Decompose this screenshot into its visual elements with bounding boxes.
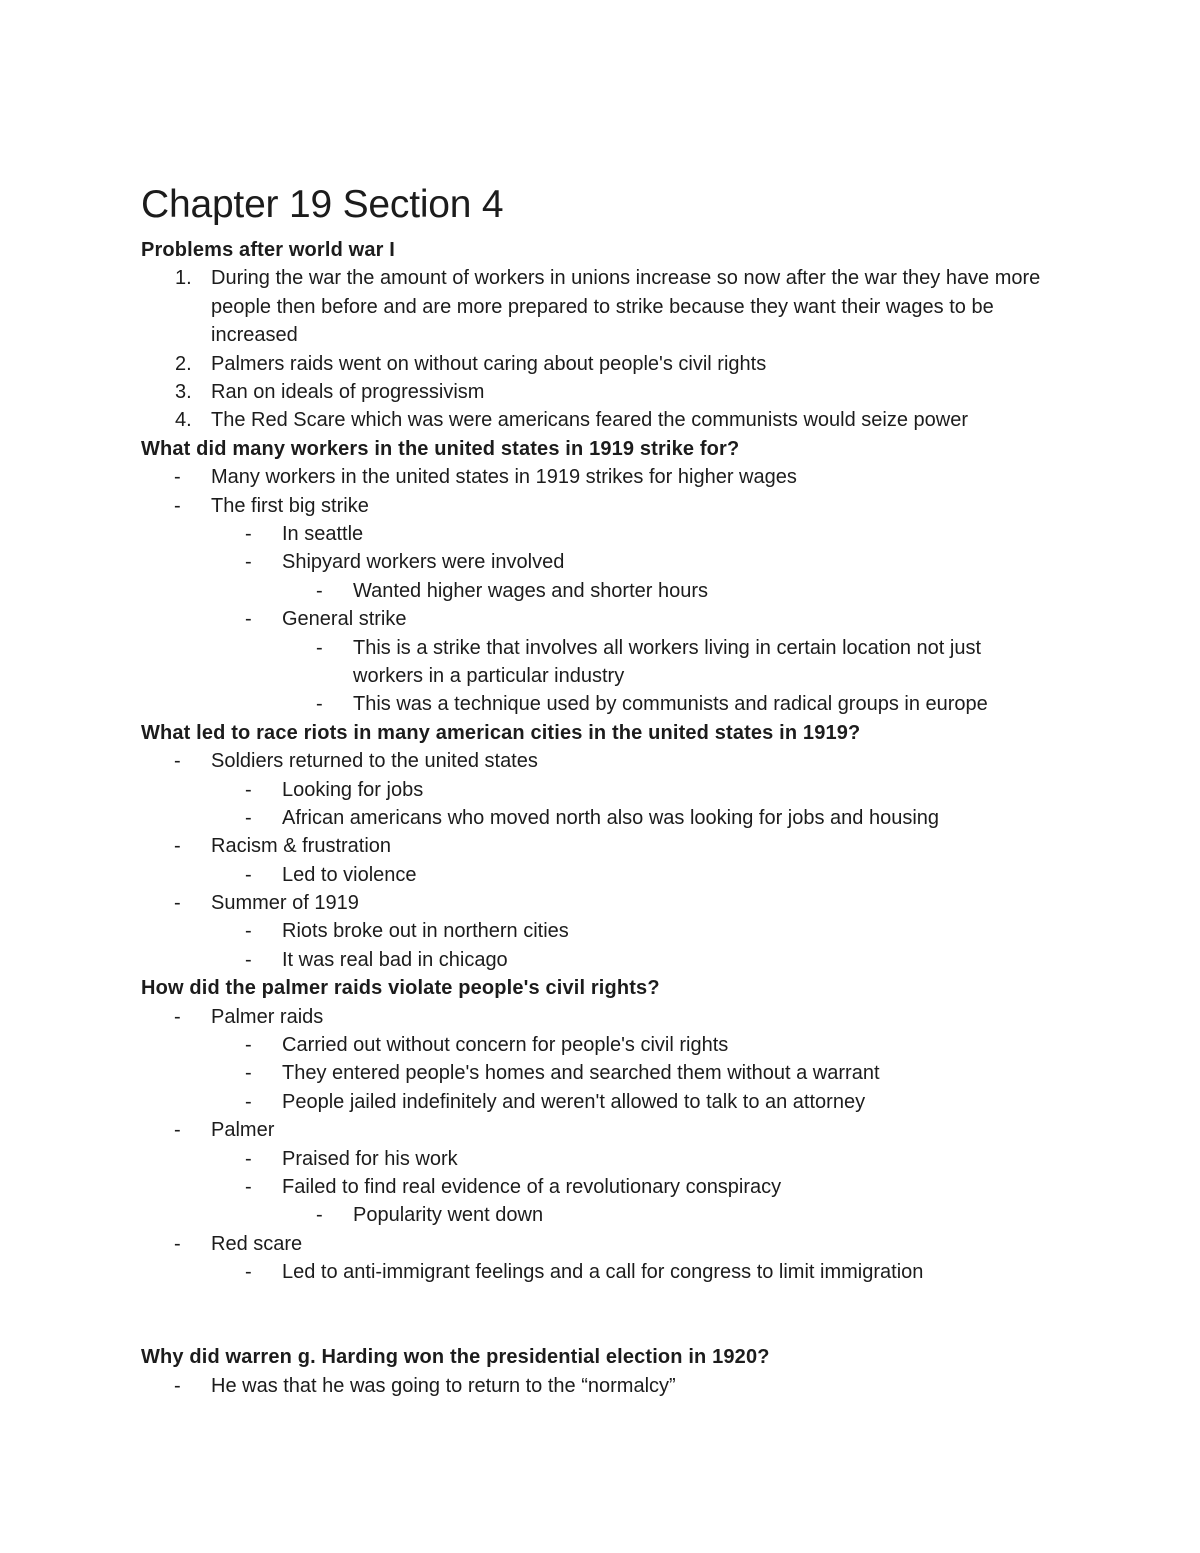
numbered-item — [141, 264, 1081, 349]
bullet-item — [141, 804, 1081, 832]
bullet-text: Soldiers returned to the united states — [211, 750, 538, 773]
bullet-marker: - — [245, 920, 252, 943]
section-heading: Problems after world war I — [141, 239, 395, 261]
bullet-marker: - — [245, 1034, 252, 1057]
bullet-marker: - — [245, 1090, 252, 1113]
bullet-item — [141, 492, 1081, 520]
bullet-item — [141, 605, 1081, 633]
bullet-marker: - — [174, 1374, 181, 1397]
numbered-item — [141, 378, 1081, 406]
bullet-text: Wanted higher wages and shorter hours — [353, 579, 709, 602]
bullet-item — [141, 832, 1081, 860]
bullet-marker: - — [316, 636, 323, 659]
section-heading: How did the palmer raids violate people's civil rights? — [141, 977, 660, 1000]
item-text: Palmers raids went on without caring about people's civil rights — [211, 352, 767, 375]
bullet-item — [141, 463, 1081, 491]
bullet-text: People jailed indefinitely and weren't allowed to talk to an attorney — [282, 1090, 866, 1113]
bullet-marker: - — [174, 892, 181, 915]
bullet-item — [141, 1059, 1081, 1087]
bullet-text: This is a strike that involves all workers living in certain location not just workers in a particular industry — [353, 636, 982, 687]
bullet-text: African americans who moved north also was looking for jobs and housing — [282, 806, 940, 829]
bullet-text: Many workers in the united states in 1919 strikes for higher wages — [211, 466, 797, 489]
bullet-text: Popularity went down — [353, 1204, 544, 1227]
bullet-text: Praised for his work — [282, 1147, 458, 1170]
bullet-item — [141, 1230, 1081, 1258]
numbered-item — [141, 406, 1081, 434]
bullet-marker: - — [316, 693, 323, 716]
bullet-marker: - — [174, 835, 181, 858]
bullet-text: Led to anti-immigrant feelings and a call for congress to limit immigration — [282, 1261, 924, 1284]
bullet-text: Palmer raids — [211, 1005, 324, 1028]
document-body — [141, 236, 1081, 1400]
page-title: Chapter 19 Section 4 — [141, 183, 504, 226]
bullet-marker: - — [174, 494, 181, 517]
bullet-text: He was that he was going to return to the “normalcy” — [211, 1374, 676, 1397]
item-number: 3. — [175, 381, 192, 403]
bullet-marker: - — [174, 1119, 181, 1142]
bullet-marker: - — [245, 948, 252, 971]
bullet-text: This was a technique used by communists and radical groups in europe — [353, 693, 988, 716]
bullet-item — [141, 747, 1081, 775]
bullet-text: They entered people's homes and searched them without a warrant — [282, 1062, 880, 1085]
bullet-text: General strike — [282, 608, 407, 631]
bullet-item — [141, 577, 1081, 605]
bullet-text: Shipyard workers were involved — [282, 551, 565, 574]
bullet-text: Racism & frustration — [211, 835, 392, 858]
bullet-item — [141, 1173, 1081, 1201]
item-text: The Red Scare which was were americans feared the communists would seize power — [211, 409, 969, 432]
bullet-item — [141, 1088, 1081, 1116]
bullet-item — [141, 776, 1081, 804]
bullet-item — [141, 634, 1031, 691]
bullet-marker: - — [174, 750, 181, 773]
bullet-text: Red scare — [211, 1232, 303, 1255]
bullet-marker: - — [245, 863, 252, 886]
item-text: Ran on ideals of progressivism — [211, 381, 485, 403]
bullet-marker: - — [245, 778, 252, 801]
bullet-marker: - — [245, 551, 252, 574]
bullet-marker: - — [174, 1005, 181, 1028]
bullet-item — [141, 861, 1081, 889]
bullet-text: Failed to find real evidence of a revolutionary conspiracy — [282, 1175, 782, 1198]
bullet-text: Looking for jobs — [282, 778, 424, 801]
bullet-item — [141, 1372, 1081, 1400]
bullet-text: Carried out without concern for people's civil rights — [282, 1034, 729, 1057]
bullet-text: Riots broke out in northern cities — [282, 920, 569, 943]
bullet-marker: - — [245, 522, 252, 545]
bullet-text: Palmer — [211, 1119, 275, 1142]
bullet-marker: - — [245, 806, 252, 829]
item-number: 2. — [175, 352, 192, 375]
bullet-item — [141, 1116, 1081, 1144]
bullet-text: Led to violence — [282, 863, 417, 886]
bullet-text: Summer of 1919 — [211, 892, 359, 915]
bullet-item — [141, 1031, 1081, 1059]
bullet-text: The first big strike — [211, 494, 369, 517]
bullet-item — [141, 1145, 1081, 1173]
bullet-marker: - — [245, 1062, 252, 1085]
bullet-item — [141, 917, 1081, 945]
bullet-marker: - — [245, 1147, 252, 1170]
bullet-item — [141, 946, 1081, 974]
bullet-marker: - — [316, 579, 323, 602]
section-heading: Why did warren g. Harding won the presidential election in 1920? — [141, 1346, 770, 1369]
bullet-marker: - — [245, 1261, 252, 1284]
bullet-item — [141, 1201, 1081, 1229]
bullet-marker: - — [174, 1232, 181, 1255]
section-heading: What did many workers in the united states in 1919 strike for? — [141, 437, 740, 460]
numbered-item — [141, 350, 1081, 378]
bullet-item — [141, 690, 1081, 718]
bullet-item — [141, 520, 1081, 548]
section-heading: What led to race riots in many american cities in the united states in 1919? — [141, 721, 861, 744]
item-text: During the war the amount of workers in unions increase so now after the war they have more people then before and are more prepared to strike because they want their wages to be increased — [211, 267, 1041, 347]
bullet-marker: - — [245, 608, 252, 631]
bullet-item — [141, 889, 1081, 917]
item-number: 4. — [175, 409, 192, 432]
blank-lines — [141, 1287, 1081, 1344]
bullet-marker: - — [316, 1204, 323, 1227]
bullet-item — [141, 1258, 1081, 1286]
bullet-marker: - — [174, 466, 181, 489]
bullet-item — [141, 548, 1081, 576]
bullet-text: It was real bad in chicago — [282, 948, 508, 971]
bullet-text: In seattle — [282, 522, 364, 545]
item-number: 1. — [175, 267, 192, 290]
bullet-marker: - — [245, 1175, 252, 1198]
bullet-item — [141, 1003, 1081, 1031]
